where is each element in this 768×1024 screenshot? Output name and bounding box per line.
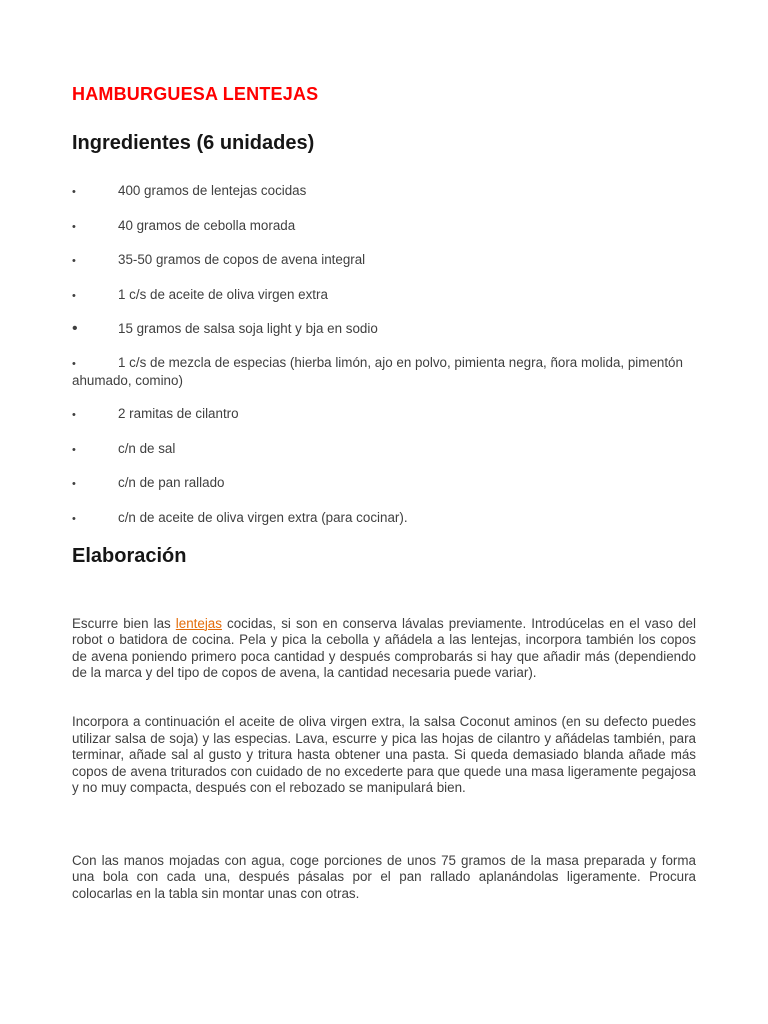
ingredient-text: 35-50 gramos de copos de avena integral xyxy=(118,252,366,268)
ingredient-text: c/n de aceite de oliva virgen extra (para cocinar). xyxy=(118,509,408,525)
elaboration-paragraph-3: Con las manos mojadas con agua, coge porciones de unos 75 gramos de la masa preparada y forma una bola con cada una, después pásalas por el pan rallado aplanándolas ligeramente. Procura colocarlas en la tabla sin montar unas con otras. xyxy=(72,852,696,902)
bullet-icon: • xyxy=(72,512,76,525)
ingredient-item xyxy=(72,355,696,389)
bullet-icon: • xyxy=(72,443,76,456)
bullet-icon: • xyxy=(72,186,76,198)
ingredient-item xyxy=(72,183,696,201)
ingredient-item xyxy=(72,475,696,493)
ingredient-text: 40 gramos de cebolla morada xyxy=(118,217,296,233)
bullet-icon: • xyxy=(72,409,76,422)
ingredient-item xyxy=(72,252,696,270)
ingredient-text: c/n de pan rallado xyxy=(118,475,225,491)
ingredient-item xyxy=(72,406,696,424)
ingredient-text: 400 gramos de lentejas cocidas xyxy=(118,183,307,198)
elaboration-paragraph-2: Incorpora a continuación el aceite de oliva virgen extra, la salsa Coconut aminos (en su defecto puedes utilizar salsa de soja) y las especias. Lava, escurre y pica las hojas de cilantro y añádelas también, para terminar, añade sal al gusto y tritura hasta obtener una pasta. Si queda demasiado blanda añade más copos de avena triturados con cuidado de no excederte para que quede una masa ligeramente pegajosa y no muy compacta, después con el rebozado se manipulará bien. xyxy=(72,713,696,796)
ingredient-text: c/n de sal xyxy=(118,440,176,456)
elaboration-heading: Elaboración xyxy=(72,544,187,567)
ingredient-item xyxy=(72,287,696,305)
ingredient-item xyxy=(72,510,696,528)
bullet-icon: • xyxy=(72,255,76,268)
bullet-icon: • xyxy=(72,220,76,233)
bullet-icon: • xyxy=(72,320,78,338)
bullet-icon: • xyxy=(72,289,76,302)
ingredient-text: 15 gramos de salsa soja light y bja en sodio xyxy=(118,321,378,337)
recipe-title: HAMBURGUESA LENTEJAS xyxy=(72,84,319,104)
ingredients-heading: Ingredientes (6 unidades) xyxy=(72,132,315,154)
elaboration-paragraph-1 xyxy=(72,616,696,682)
bullet-icon: • xyxy=(72,478,76,491)
bullet-icon: • xyxy=(72,357,76,370)
ingredients-list xyxy=(72,183,696,528)
ingredient-text: 2 ramitas de cilantro xyxy=(118,406,239,422)
paragraph-text: Escurre bien las xyxy=(72,615,176,631)
ingredient-text: 1 c/s de mezcla de especias (hierba limón, ajo en polvo, pimienta negra, ñora molida, pimentón ahumado, comino) xyxy=(72,354,683,388)
ingredient-item xyxy=(72,321,696,338)
ingredient-item xyxy=(72,441,696,459)
paragraph-text: cocidas, si son en conserva lávalas previamente. Introdúcelas en el vaso del robot o batidora de cocina. Pela y pica la cebolla y añádela a las lentejas, incorpora también los copos de avena poniendo primero poca cantidad y después comprobarás si hay que añadir más (dependiendo de la marca y del tipo de copos de avena, la cantidad necesaria puede variar). xyxy=(72,615,696,681)
lentejas-link[interactable]: lentejas xyxy=(175,615,222,631)
ingredient-item xyxy=(72,218,696,236)
ingredient-text: 1 c/s de aceite de oliva virgen extra xyxy=(118,286,328,302)
